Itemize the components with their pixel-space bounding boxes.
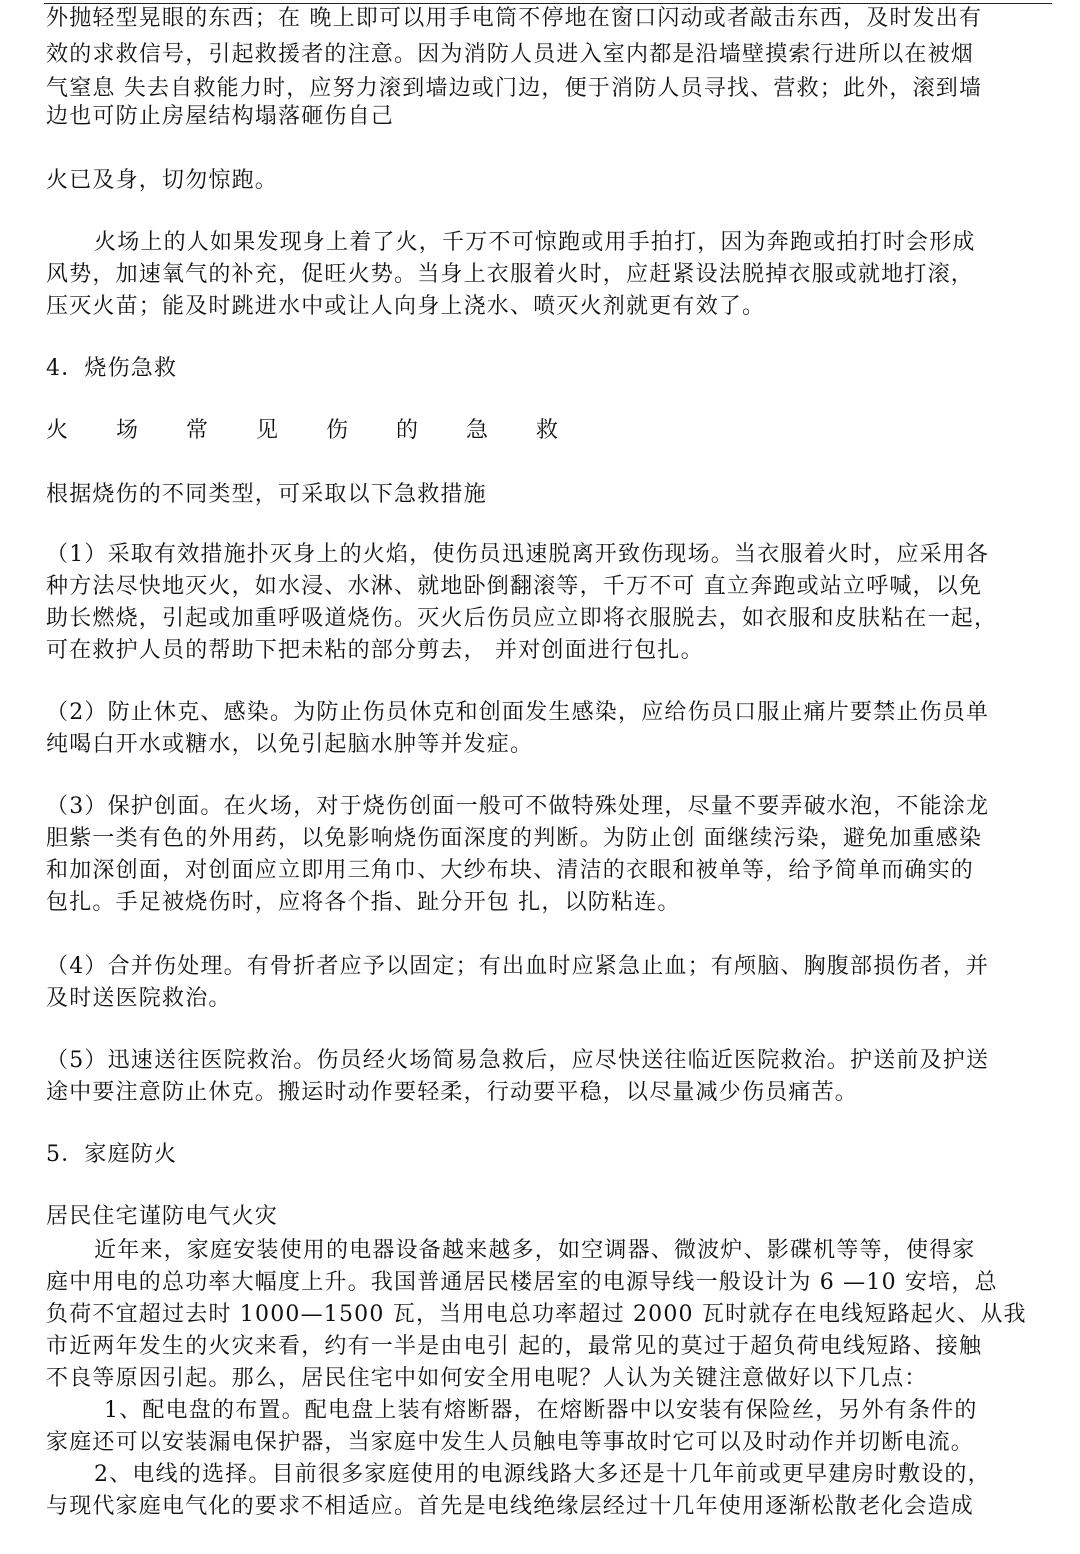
subheading: 居民住宅谨防电气火灾	[46, 1204, 279, 1229]
text-line: 压灭火苗；能及时跳进水中或让人向身上浇水、喷灭火剂就更有效了。	[46, 294, 766, 319]
spaced-heading: 火场常见伤的急救	[46, 418, 607, 443]
section-heading: 5．家庭防火	[46, 1142, 178, 1167]
text-line: 外抛轻型晃眼的东西；在 晚上即可以用手电筒不停地在窗口闪动或者敲击东西，及时发出有	[46, 6, 983, 31]
list-item-line: （2）防止休克、感染。为防止伤员休克和创面发生感染，应给伤员口服止痛片要禁止伤员单	[46, 700, 990, 725]
text-line: 火场上的人如果发现身上着了火，千万不可惊跑或用手拍打，因为奔跑或拍打时会形成	[94, 230, 976, 255]
list-item-line: 胆紫一类有色的外用药，以免影响烧伤面深度的判断。为防止创 面继续污染，避免加重感染	[46, 826, 983, 851]
subheading: 火已及身，切勿惊跑。	[46, 168, 279, 193]
text-line: 1、配电盘的布置。配电盘上装有熔断器，在熔断器中以安装有保险丝，另外有条件的	[104, 1398, 978, 1423]
text-line: 负荷不宜超过去时 1000—1500 瓦，当用电总功率超过 2000 瓦时就存在电线短路起火、从我	[46, 1302, 1027, 1327]
list-item-line: （4）合并伤处理。有骨折者应予以固定；有出血时应紧急止血；有颅脑、胸腹部损伤者，并	[46, 954, 990, 979]
text-line: 近年来，家庭安装使用的电器设备越来越多，如空调器、微波炉、影碟机等等，使得家	[94, 1238, 976, 1263]
text-line: 庭中用电的总功率大幅度上升。我国普通居民楼居室的电源导线一般设计为 6 —10 安培，总	[46, 1270, 998, 1295]
text-line: 2、电线的选择。目前很多家庭使用的电源线路大多还是十几年前或更早建房时敷设的，	[94, 1462, 991, 1487]
list-item-line: 可在救护人员的帮助下把未粘的部分剪去， 并对创面进行包扎。	[46, 638, 704, 663]
list-item-line: （1）采取有效措施扑灭身上的火焰，使伤员迅速脱离开致伤现场。当衣服着火时，应采用各	[46, 542, 990, 567]
list-item-line: 途中要注意防止休克。搬运时动作要轻柔，行动要平稳，以尽量减少伤员痛苦。	[46, 1080, 859, 1105]
text-line: 根据烧伤的不同类型，可采取以下急救措施	[46, 482, 487, 507]
list-item-line: 纯喝白开水或糖水，以免引起脑水肿等并发症。	[46, 732, 534, 757]
list-item-line: （3）保护创面。在火场，对于烧伤创面一般可不做特殊处理，尽量不要弄破水泡，不能涂龙	[46, 794, 990, 819]
list-item-line: 包扎。手足被烧伤时，应将各个指、趾分开包 扎，以防粘连。	[46, 890, 681, 915]
text-line: 与现代家庭电气化的要求不相适应。首先是电线绝缘层经过十几年使用逐渐松散老化会造成	[46, 1494, 975, 1519]
list-item-line: 助长燃烧，引起或加重呼吸道烧伤。灭火后伤员应立即将衣服脱去，如衣服和皮肤粘在一起，	[46, 606, 998, 631]
text-line: 不良等原因引起。那么，居民住宅中如何安全用电呢？人认为关键注意做好以下几点：	[46, 1366, 928, 1391]
text-line: 风势，加速氧气的补充，促旺火势。当身上衣服着火时，应赶紧设法脱掉衣服或就地打滚，	[46, 262, 975, 287]
list-item-line: 及时送医院救治。	[46, 986, 232, 1011]
section-heading: 4．烧伤急救	[46, 356, 178, 381]
text-line: 家庭还可以安装漏电保护器，当家庭中发生人员触电等事故时它可以及时动作并切断电流。	[46, 1430, 975, 1455]
list-item-line: 种方法尽快地灭火，如水浸、水淋、就地卧倒翻滚等，千万不可 直立奔跑或站立呼喊，以免	[46, 574, 983, 599]
text-line: 边也可防止房屋结构塌落砸伤自己	[46, 104, 395, 129]
list-item-line: 和加深创面，对创面应立即用三角巾、大纱布块、清洁的衣眼和被单等，给予简单而确实的	[46, 858, 975, 883]
text-line: 气窒息 失去自救能力时，应努力滚到墙边或门边，便于消防人员寻找、营救；此外，滚到墙	[46, 76, 983, 101]
list-item-line: （5）迅速送往医院救治。伤员经火场简易急救后，应尽快送往临近医院救治。护送前及护送	[46, 1048, 990, 1073]
text-line: 市近两年发生的火灾来看，约有一半是由电引 起的，最常见的莫过于超负荷电线短路、接触	[46, 1334, 983, 1359]
text-line: 效的求救信号，引起救援者的注意。因为消防人员进入室内都是沿墙壁摸索行进所以在被烟	[46, 42, 975, 67]
